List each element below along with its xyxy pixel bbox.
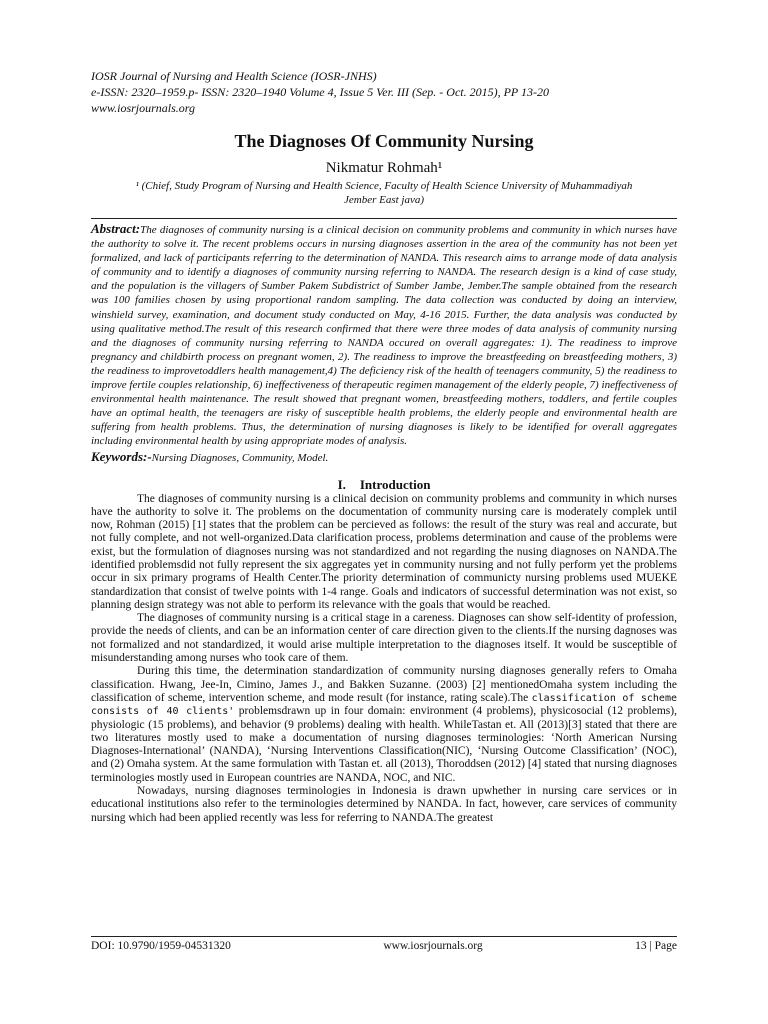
body-paragraph-4: Nowadays, nursing diagnoses terminologies in Indonesia is drawn upwhether in nursing care services or in educational institutions also refer to the terminologies determined by NANDA. In fact, however, care services of community nursing which had been applied recently was less for referring to NANDA.The greatest: [91, 785, 677, 824]
abstract: [91, 222, 677, 449]
header-divider: [91, 218, 677, 219]
paper-page: [91, 68, 677, 825]
body-paragraph-3-part-a: During this time, the determination standardization of community nursing diagnoses generally refers to Omaha classification. Hwang, Jee-In, Cimino, James J., and Bakken Suzanne. (2003) [2] mentionedOmaha system including the classification of scheme, intervention scheme, and mode result (for instance, rating scale).The: [91, 665, 677, 704]
footer-page-number: 13 | Page: [635, 940, 677, 952]
footer-website: www.iosrjournals.org: [383, 940, 483, 952]
abstract-label: Abstract:: [91, 221, 141, 236]
issn-line: e-ISSN: 2320–1959.p- ISSN: 2320–1940 Volume 4, Issue 5 Ver. III (Sep. - Oct. 2015), PP 13-20: [91, 85, 550, 99]
body-paragraph-3: [91, 665, 677, 785]
section-number: I.: [337, 476, 346, 492]
page-footer: [91, 939, 677, 953]
author-name: Nikmatur Rohmah¹: [325, 160, 443, 176]
keywords-text: Nursing Diagnoses, Community, Model.: [151, 451, 329, 464]
journal-name: IOSR Journal of Nursing and Health Science (IOSR-JNHS): [91, 69, 377, 83]
footer-divider: [91, 936, 677, 937]
keywords-label: Keywords:-: [91, 448, 152, 464]
keywords: [91, 450, 677, 465]
abstract-text: The diagnoses of community nursing is a clinical decision on community problems and community in which nurses have the authority to solve it. The recent problems occurs in nursing diagnoses assertion in the area of the community has not been yet formalized, and lack of participants referring to the determination of NANDA. This research aims to arrange mode of data analysis of community and to identify a diagnoses of community nursing referring to NANDA. The research design is a kind of case study, and the population is the villagers of Sumber Pakem Subdistrict of Sumber Jambe, Jember.The sample obtained from the research was 100 families chosen by using proportional random sampling. The data collection was conducted by doing an interview, winshield survey, examination, and document study conducted on May, 4-16 2015. Further, the data analysis was conducted by using qualitative method.The result of this research confirmed that there were three modes of data analysis of community nursing and the diagnoses of community nursing referring to NANDA occured on overall aggregates: 1). The readiness to improve pregnancy and childbirth process on pregnant women, 2). The readiness to improve the breastfeeding on breastfeeding mothers, 3) the readiness to improvetoddlers health management,4) The deficiency risk of the health of teenagers community, 5) the readiness to improve fertile couples relationship, 6) ineffectiveness of therapeutic regimen management of the elderly people, 7) ineffectiveness of environmental health maintenance. The result showed that pregnant women, breastfeeding mothers, toddlers, and fertile couples have an optimal health, the teenagers are risky of susceptible health problems, the elderly people and environmental health are suffering from health problems. Thus, the determination of nursing diagnoses is likely to be identified for overall aggregates including environmental health by using appropriate modes of analysis.: [91, 224, 677, 448]
author-affiliation: ¹ (Chief, Study Program of Nursing and Health Science, Faculty of Health Science University of Muhammadiyah Jember East java): [135, 180, 633, 206]
section-title: Introduction: [359, 476, 431, 492]
body-paragraph-1: The diagnoses of community nursing is a clinical decision on community problems and community in which nurses have the authority to solve it. The problems on the documentation of community nursing care is moderately complek until now, Rohman (2015) [1] states that the problem can be percieved as follows: the result of the stury was real and accurate, but not fully complete, and not well-organized.Data clarification process, problems determination and cause of the problems were exist, but the formulation of diagnoses nursing was not standardized and not regarding the nusing diagnoses on NANDA.The identified problemsdid not fully represent the six aggregates yet in community nursing and not fully perform yet the problems occur in six primary programs of Health Center.The priority determination of communicty nursing problems used MUEKE standardization that consist of twelve points with 1-4 range. Goals and indicators of successful determination was not exist, so planning design strategy was not able to perform its relevance with the goals that would be reached.: [91, 492, 677, 611]
journal-website: www.iosrjournals.org: [91, 101, 196, 115]
paper-title: The Diagnoses Of Community Nursing: [234, 131, 534, 151]
body-paragraph-2: The diagnoses of community nursing is a critical stage in a careness. Diagnoses can show self-identity of profession, provide the needs of clients, and can be an information center of care direction given to the clients.If the nursing dagnoses was not formalized and not standardized, it would arise multiple interpretation to the diagnoses itself. It would be susceptible of misunderstanding among nurses who took care of them.: [91, 612, 677, 665]
footer-doi: DOI: 10.9790/1959-04531320: [91, 940, 231, 952]
section-heading: [91, 477, 677, 493]
journal-header: [91, 68, 677, 116]
body-paragraph-3-part-b: problemsdrawn up in four domain: environment (4 problems), physicosocial (12 problems), physiologic (15 problems), and behavior (9 problems) dealing with health. WhileTastan et. All (2013)[3] stated that there are two literatures mostly used to make a documentation of nursing diagnoses terminologies: ‘North American Nursing Diagnoses-International’ (NANDA), ‘Nursing Interventions Classification(NIC), ‘Nursing Outcome Classification’ (NOC), and (2) Omaha system. At the same formulation with Tastan et. all (2013), Thoroddsen (2012) [4] stated that nursing diagnoses terminologies mostly used in European countries are NANDA, NOC, and NIC.: [91, 705, 677, 784]
body-paragraph-3-mono-text: classification of scheme consists of 40 clients': [91, 692, 677, 718]
